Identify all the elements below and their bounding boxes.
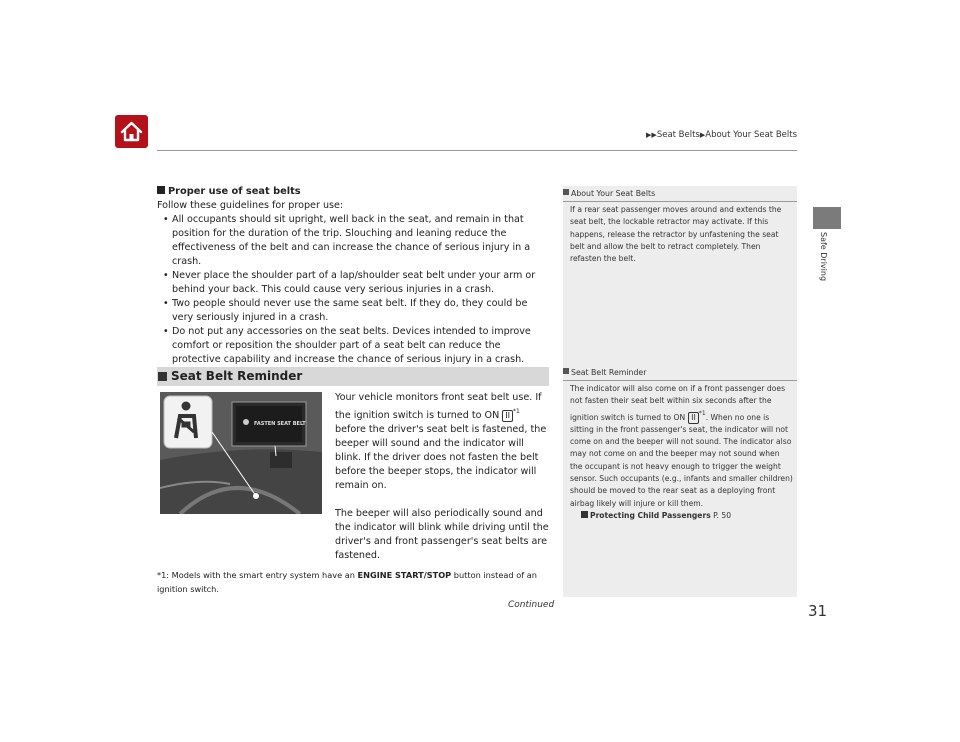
cross-reference-link[interactable]: Protecting Child Passengers P. 50: [570, 510, 793, 522]
chapter-tab-label: Safe Driving: [819, 232, 828, 282]
note-seat-belt-reminder: [563, 365, 797, 522]
seat-belt-reminder-heading-bar: [157, 367, 549, 386]
fasten-seat-belt-label: FASTEN SEAT BELT: [254, 421, 306, 427]
proper-use-bullet: • Two people should never use the same seat belt. If they do, they could be very seriously injured in a crash.: [163, 298, 528, 323]
breadcrumb-arrow-icon: ▶: [699, 131, 706, 139]
proper-use-intro: Follow these guidelines for proper use:: [157, 200, 344, 211]
seat-belt-indicator-illustration: [160, 392, 322, 514]
breadcrumb: [500, 130, 797, 140]
note-icon: [563, 368, 569, 374]
chapter-tab[interactable]: [813, 207, 841, 229]
continued-label: Continued: [508, 600, 555, 610]
proper-use-bullet: • Never place the shoulder part of a lap/shoulder seat belt under your arm or behind your back. This could cause very serious injuries in a crash.: [163, 270, 536, 295]
seat-belt-reminder-text: [335, 391, 549, 563]
page-number: 31: [808, 602, 828, 620]
footnote-mark[interactable]: *1: [512, 408, 520, 415]
dashboard-illustration: [160, 392, 322, 514]
reminder-paragraph-2: The beeper will also periodically sound and the indicator will blink while driving until the driver's and front passenger's seat belts are fastened.: [335, 508, 549, 561]
note-about-your-seat-belts: [563, 186, 797, 265]
home-button[interactable]: [115, 115, 148, 148]
breadcrumb-item-about-your-seat-belts[interactable]: About Your Seat Belts: [705, 130, 797, 140]
note-body: If a rear seat passenger moves around and extends the seat belt, the lockable retractor may activate. If this happens, release the retractor by unfastening the seat belt and allow the belt to retract completely. Then refasten the belt.: [570, 205, 782, 264]
note-title: Seat Belt Reminder: [563, 365, 797, 381]
breadcrumb-item-seat-belts[interactable]: Seat Belts: [656, 130, 700, 140]
note-icon: [563, 189, 569, 195]
note-body: The indicator will also come on if a front passenger does not fasten their seat belt within six seconds after the ignition switch is turned to ON II $^{*1}$. When no one is sitting in the front passenger's seat, the indicator will not come on and the beeper will not sound. The indicator also may not come on and the beeper may not sound when the occupant is not heavy enough to trigger the weight sensor. Such occupants (e.g., infants and smaller children) should be moved to the rear seat as a deploying front airbag likely will injure or kill them. Protecting Child Passengers P. 50: [563, 381, 797, 522]
chapter-tab-label-wrap: [814, 232, 830, 302]
home-icon: [115, 115, 148, 148]
reminder-paragraph-1: Your vehicle monitors front seat belt use. If the ignition switch is turned to ON II $^{*1}$ before the driver's seat belt is fastened, the beeper will sound and the indicator will blink. If the driver does not fasten the belt before the beeper stops, the indicator will remain on.: [335, 392, 547, 491]
ignition-position-symbol: II: [688, 412, 699, 424]
section-marker-icon: [158, 372, 167, 381]
breadcrumb-arrow-icon: ▶▶: [646, 131, 657, 139]
header-divider: [157, 150, 797, 151]
section-marker-icon: [157, 186, 165, 194]
main-column: [157, 185, 549, 367]
proper-use-bullet: • All occupants should sit upright, well back in the seat, and remain in that position for the duration of the trip. Slouching and leaning reduce the effectiveness of the belt and can increase the chance of serious injury in a crash.: [163, 214, 531, 267]
reference-arrow-icon: [581, 511, 588, 518]
proper-use-heading: Proper use of seat belts: [157, 185, 549, 199]
seat-belt-reminder-heading: Seat Belt Reminder: [171, 369, 303, 383]
ignition-position-symbol: II: [502, 410, 513, 422]
note-title: About Your Seat Belts: [563, 186, 797, 202]
footnote-mark[interactable]: *1: [698, 409, 706, 417]
footnote: *1: Models with the smart entry system have an ENGINE START/STOP button instead of an ignition switch.: [157, 570, 537, 594]
proper-use-bullet: • Do not put any accessories on the seat belts. Devices intended to improve comfort or reposition the shoulder part of a seat belt can reduce the protective capability and increase the chance of serious injury in a crash.: [163, 326, 531, 365]
